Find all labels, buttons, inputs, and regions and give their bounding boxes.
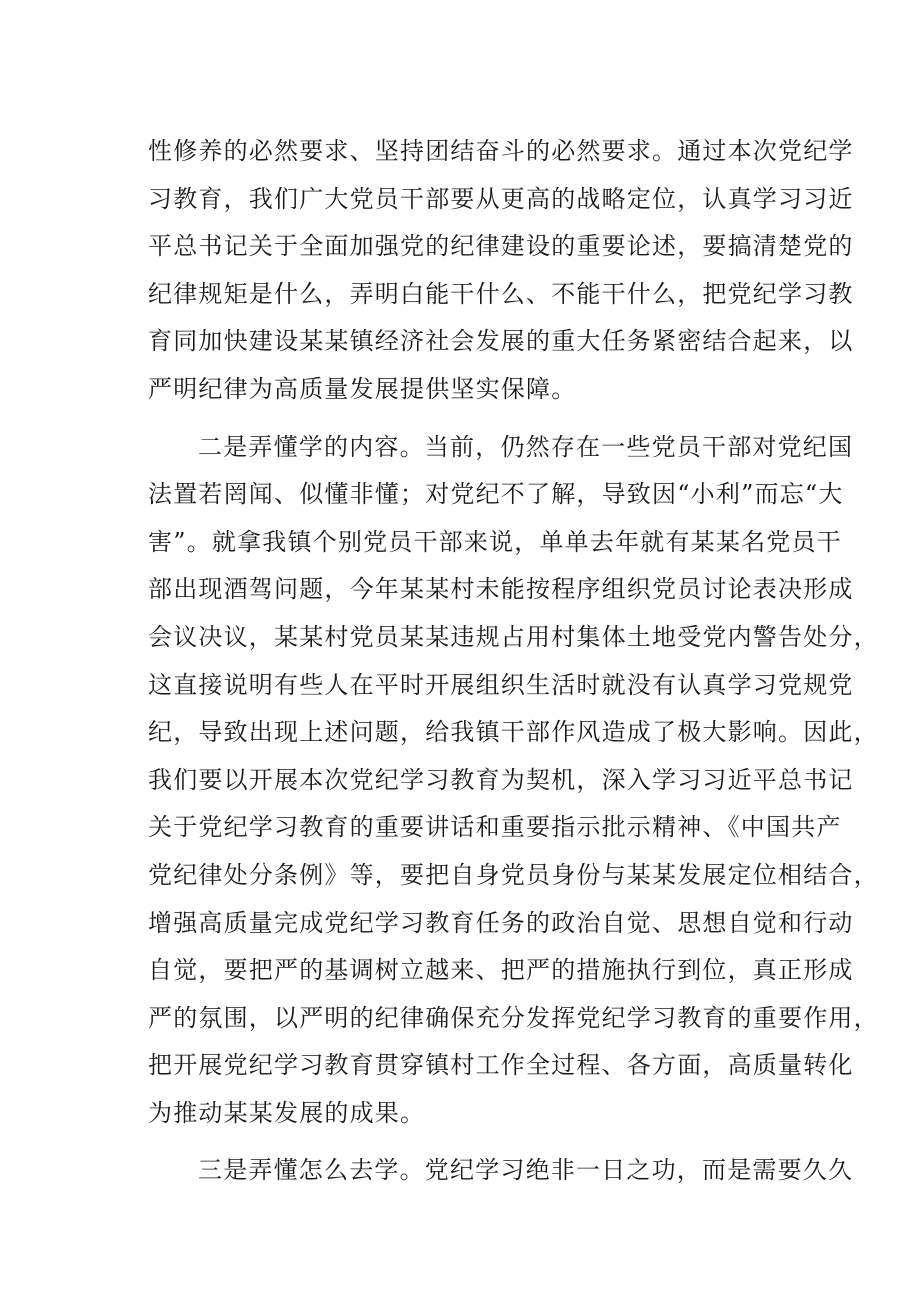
text-line: 法置若罔闻、似懂非懂；对党纪不了解，导致因“小利”而忘“大 xyxy=(148,480,844,509)
text-line: 增强高质量完成党纪学习教育任务的政治自觉、思想自觉和行动 xyxy=(148,908,854,937)
text-line: 关于党纪学习教育的重要讲话和重要指示批示精神、《中国共产 xyxy=(148,813,842,842)
text-line: 纪律规矩是什么，弄明白能干什么、不能干什么，把党纪学习教 xyxy=(148,279,854,308)
text-line: 育同加快建设某某镇经济社会发展的重大任务紧密结合起来，以 xyxy=(148,327,854,356)
text-line: 我们要以开展本次党纪学习教育为契机，深入学习习近平总书记 xyxy=(148,765,854,794)
text-line: 自觉，要把严的基调树立越来、把严的措施执行到位，真正形成 xyxy=(148,956,854,985)
text-line: 纪，导致出现上述问题，给我镇干部作风造成了极大影响。因此， xyxy=(148,718,879,747)
text-line: 习教育，我们广大党员干部要从更高的战略定位，认真学习习近 xyxy=(148,184,854,213)
text-line: 部出现酒驾问题，今年某某村未能按程序组织党员讨论表决形成 xyxy=(148,575,854,604)
text-line: 为推动某某发展的成果。 xyxy=(148,1098,426,1127)
document-body xyxy=(148,128,879,1195)
text-line: 二是弄懂学的内容。当前，仍然存在一些党员干部对党纪国 xyxy=(198,432,854,461)
paragraph-1 xyxy=(148,128,854,414)
text-line: 这直接说明有些人在平时开展组织生活时就没有认真学习党规党 xyxy=(148,670,854,699)
text-line: 三是弄懂怎么去学。党纪学习绝非一日之功，而是需要久久 xyxy=(198,1156,854,1185)
text-line: 害”。就拿我镇个别党员干部来说，单单去年就有某某名党员干 xyxy=(148,527,842,556)
text-line: 严的氛围，以严明的纪律确保充分发挥党纪学习教育的重要作用， xyxy=(148,1003,879,1032)
text-line: 党纪律处分条例》等，要把自身党员身份与某某发展定位相结合， xyxy=(148,860,879,889)
text-line: 平总书记关于全面加强党的纪律建设的重要论述，要搞清楚党的 xyxy=(148,232,854,261)
text-line: 性修养的必然要求、坚持团结奋斗的必然要求。通过本次党纪学 xyxy=(148,137,854,165)
paragraph-3 xyxy=(148,1147,854,1195)
text-line: 会议决议，某某村党员某某违规占用村集体土地受党内警告处分， xyxy=(148,622,879,651)
text-line: 把开展党纪学习教育贯穿镇村工作全过程、各方面，高质量转化 xyxy=(148,1051,854,1080)
text-line: 严明纪律为高质量发展提供坚实保障。 xyxy=(148,374,577,403)
paragraph-2 xyxy=(148,424,879,1138)
